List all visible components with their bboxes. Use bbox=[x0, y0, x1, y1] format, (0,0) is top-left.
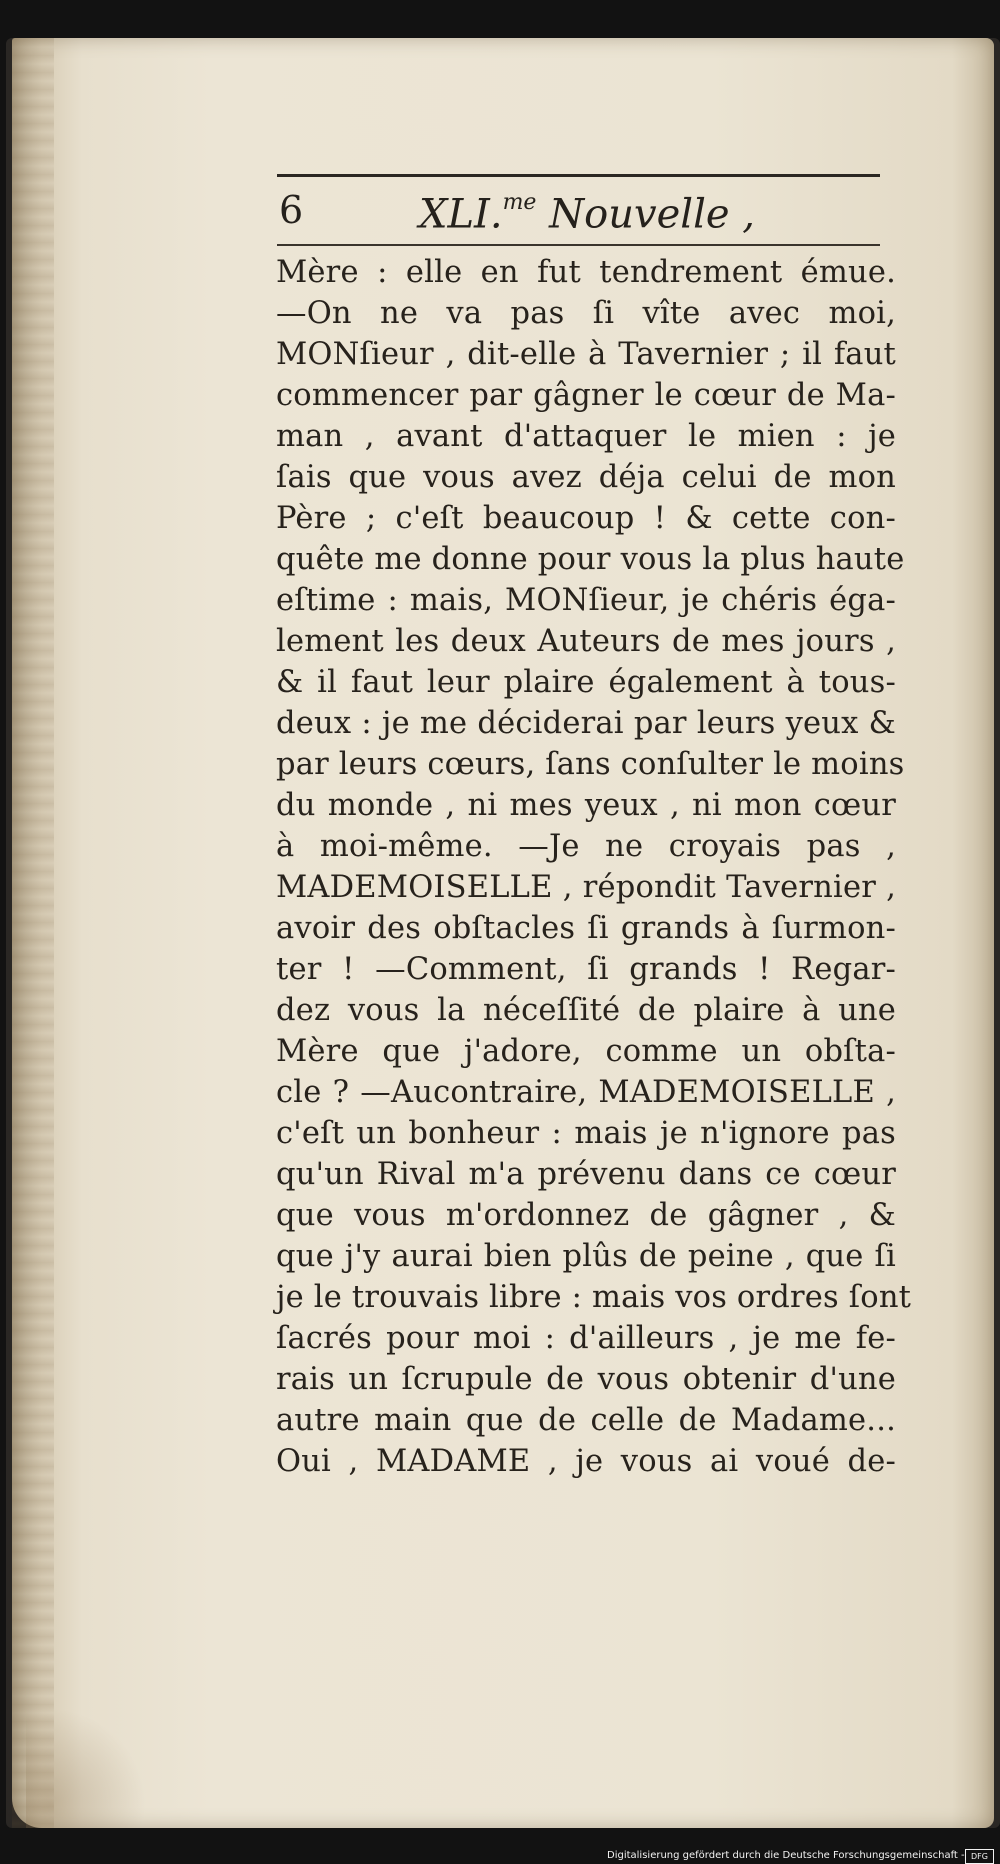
running-title-superscript: me bbox=[502, 190, 537, 215]
text-line: que j'y aurai bien plûs de peine , que ſi bbox=[276, 1239, 896, 1274]
text-line: Père ; c'eſt beaucoup ! & cette con- bbox=[276, 501, 896, 536]
text-line: c'eſt un bonheur : mais je n'ignore pas bbox=[276, 1116, 896, 1151]
text-line: eſtime : mais, MONſieur, je chéris éga- bbox=[276, 583, 896, 618]
dfg-logo: DFG bbox=[965, 1849, 994, 1864]
text-line: MADEMOISELLE , répondit Tavernier , bbox=[276, 870, 896, 905]
text-line: quête me donne pour vous la plus haute bbox=[276, 542, 905, 577]
text-line: Mère que j'adore, comme un obſta- bbox=[276, 1034, 896, 1069]
text-line: —On ne va pas ſi vîte avec moi, bbox=[276, 296, 896, 331]
page-number: 6 bbox=[279, 188, 304, 232]
body-text bbox=[276, 252, 912, 1482]
running-head bbox=[277, 182, 880, 238]
text-line: ter ! —Comment, ſi grands ! Regar- bbox=[276, 952, 896, 987]
text-line: deux : je me déciderai par leurs yeux & bbox=[276, 706, 896, 741]
text-line: je le trouvais libre : mais vos ordres ſont bbox=[276, 1280, 912, 1315]
text-line: par leurs cœurs, ſans conſulter le moins bbox=[276, 747, 905, 782]
text-line: lement les deux Auteurs de mes jours , bbox=[276, 624, 896, 659]
text-line: à moi-même. —Je ne croyais pas , bbox=[276, 829, 896, 864]
text-line: man , avant d'attaquer le mien : je bbox=[276, 419, 896, 454]
text-line: MONſieur , dit-elle à Tavernier ; il faut bbox=[276, 337, 896, 372]
running-title-rest: Nouvelle , bbox=[536, 191, 755, 238]
text-line: du monde , ni mes yeux , ni mon cœur bbox=[276, 788, 896, 823]
text-line: Oui , MADAME , je vous ai voué de- bbox=[276, 1444, 896, 1479]
header-rule-bottom bbox=[277, 244, 880, 246]
text-line: & il faut leur plaire également à tous- bbox=[276, 665, 896, 700]
text-line: avoir des obſtacles ſi grands à ſurmon- bbox=[276, 911, 896, 946]
text-line: Mère : elle en fut tendrement émue. bbox=[276, 255, 896, 290]
running-title-main: XLI. bbox=[419, 191, 503, 238]
text-line: qu'un Rival m'a prévenu dans ce cœur bbox=[276, 1157, 896, 1192]
running-title bbox=[419, 182, 755, 239]
text-line: dez vous la néceſſité de plaire à une bbox=[276, 993, 896, 1028]
text-line: cle ? —Aucontraire, MADEMOISELLE , bbox=[276, 1075, 896, 1110]
text-line: rais un ſcrupule de vous obtenir d'une bbox=[276, 1362, 896, 1397]
text-line: que vous m'ordonnez de gâgner , & bbox=[276, 1198, 896, 1233]
text-line: ſacrés pour moi : d'ailleurs , je me fe- bbox=[276, 1321, 896, 1356]
text-line: commencer par gâgner le cœur de Ma- bbox=[276, 378, 896, 413]
header-rule-top bbox=[277, 174, 880, 177]
text-line: ſais que vous avez déja celui de mon bbox=[276, 460, 896, 495]
digitization-credit: Digitalisierung gefördert durch die Deutsche Forschungsgemeinschaft - bbox=[607, 1850, 965, 1861]
text-line: autre main que de celle de Madame... bbox=[276, 1403, 896, 1438]
